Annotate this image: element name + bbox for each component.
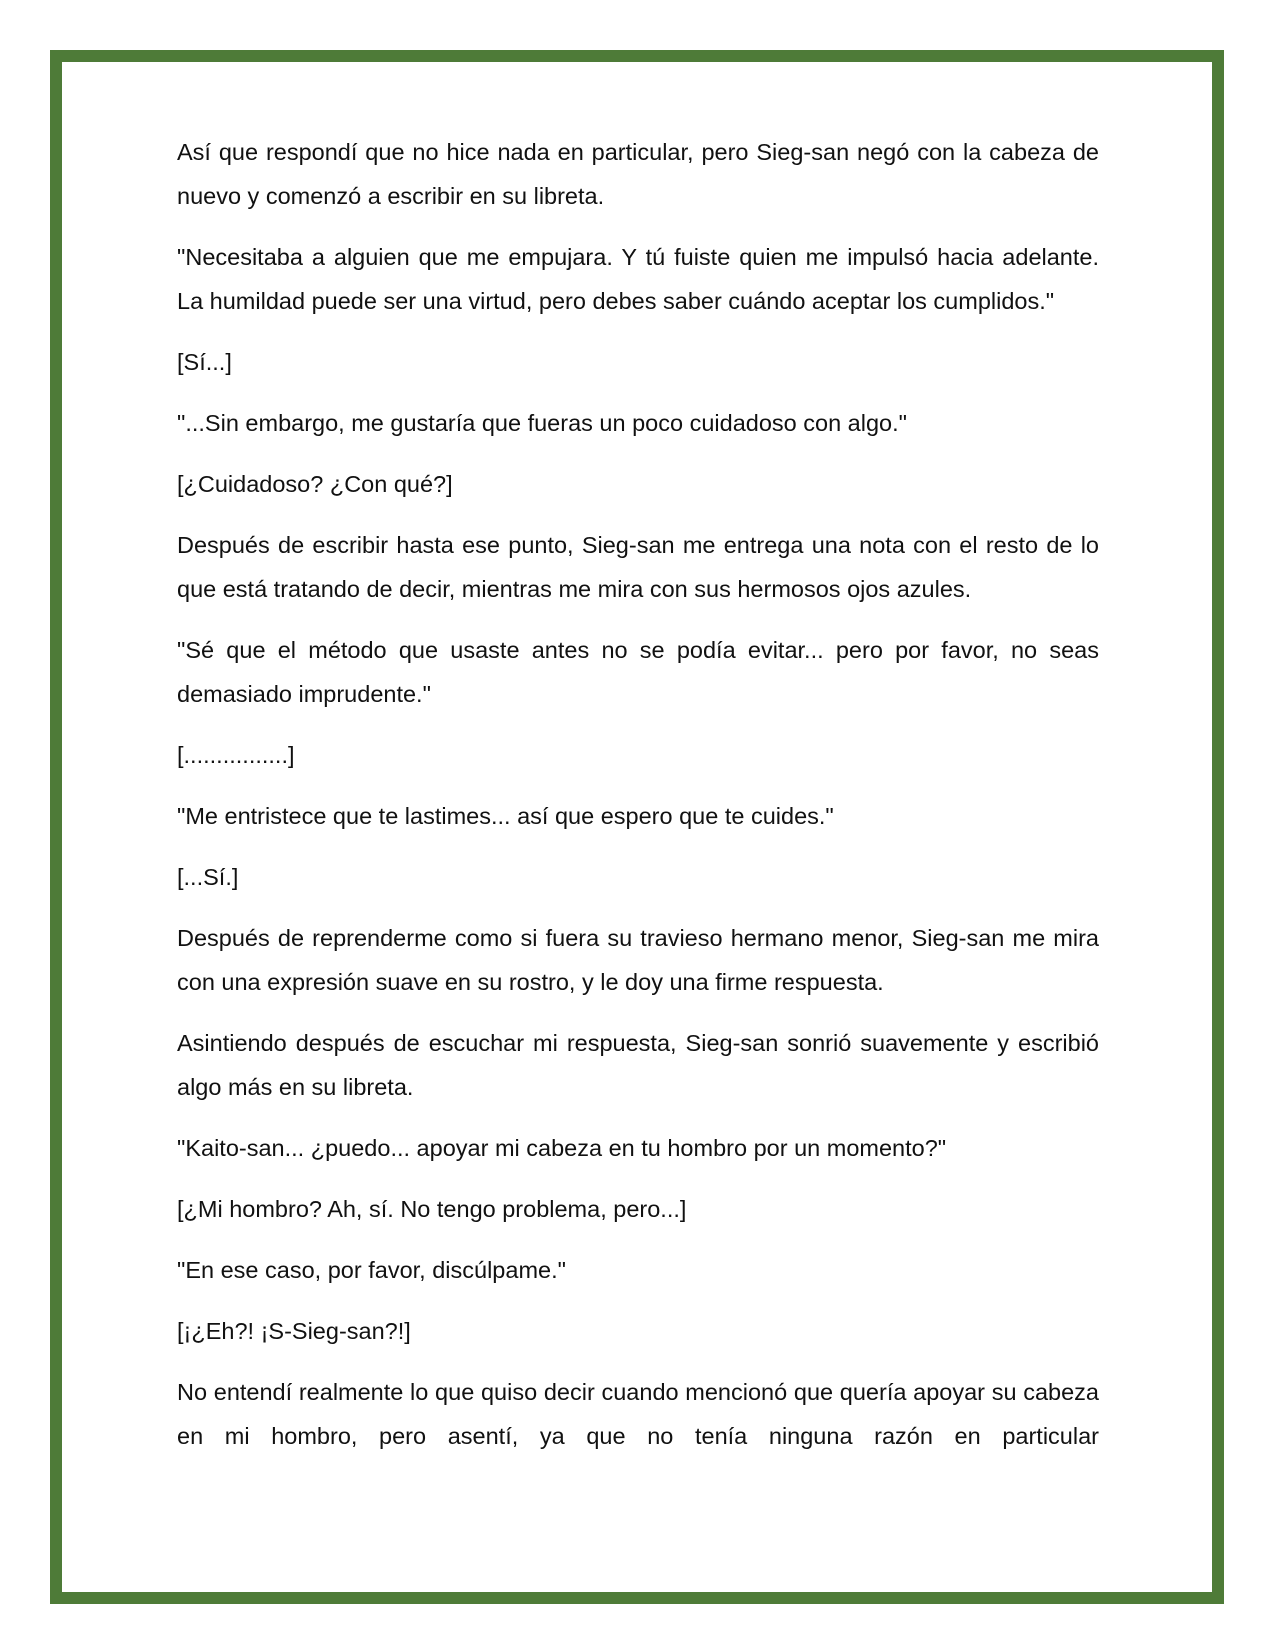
paragraph-8: [................]	[177, 742, 295, 768]
paragraph-4: "...Sin embargo, me gustaría que fueras un poco cuidadoso con algo."	[177, 410, 907, 436]
paragraph-1: Así que respondí que no hice nada en particular, pero Sieg-san negó con la cabeza de nuevo y comenzó a escribir en su libreta.	[177, 139, 1099, 209]
paragraph-12: Asintiendo después de escuchar mi respuesta, Sieg-san sonrió suavemente y escribió algo más en su libreta.	[177, 1030, 1099, 1100]
paragraph-9: "Me entristece que te lastimes... así que espero que te cuides."	[177, 803, 834, 829]
page-border-frame	[50, 50, 1224, 1604]
paragraph-2: "Necesitaba a alguien que me empujara. Y tú fuiste quien me impulsó hacia adelante. La humildad puede ser una virtud, pero debes saber cuándo aceptar los cumplidos."	[177, 244, 1099, 314]
paragraph-6: Después de escribir hasta ese punto, Sieg-san me entrega una nota con el resto de lo que está tratando de decir, mientras me mira con sus hermosos ojos azules.	[177, 532, 1099, 602]
paragraph-3: [Sí...]	[177, 349, 232, 375]
paragraph-11: Después de reprenderme como si fuera su travieso hermano menor, Sieg-san me mira con una expresión suave en su rostro, y le doy una firme respuesta.	[177, 925, 1099, 995]
paragraph-7: "Sé que el método que usaste antes no se podía evitar... pero por favor, no seas demasiado imprudente."	[177, 637, 1099, 707]
paragraph-14: [¿Mi hombro? Ah, sí. No tengo problema, pero...]	[177, 1196, 687, 1222]
document-body	[177, 130, 1099, 1475]
paragraph-17: No entendí realmente lo que quiso decir cuando mencionó que quería apoyar su cabeza en mi hombro, pero asentí, ya que no tenía ninguna razón en particular	[177, 1379, 1099, 1449]
paragraph-13: "Kaito-san... ¿puedo... apoyar mi cabeza en tu hombro por un momento?"	[177, 1135, 947, 1161]
paragraph-15: "En ese caso, por favor, discúlpame."	[177, 1257, 566, 1283]
paragraph-16: [¡¿Eh?! ¡S-Sieg-san?!]	[177, 1318, 411, 1344]
paragraph-5: [¿Cuidadoso? ¿Con qué?]	[177, 471, 453, 497]
paragraph-10: [...Sí.]	[177, 864, 239, 890]
